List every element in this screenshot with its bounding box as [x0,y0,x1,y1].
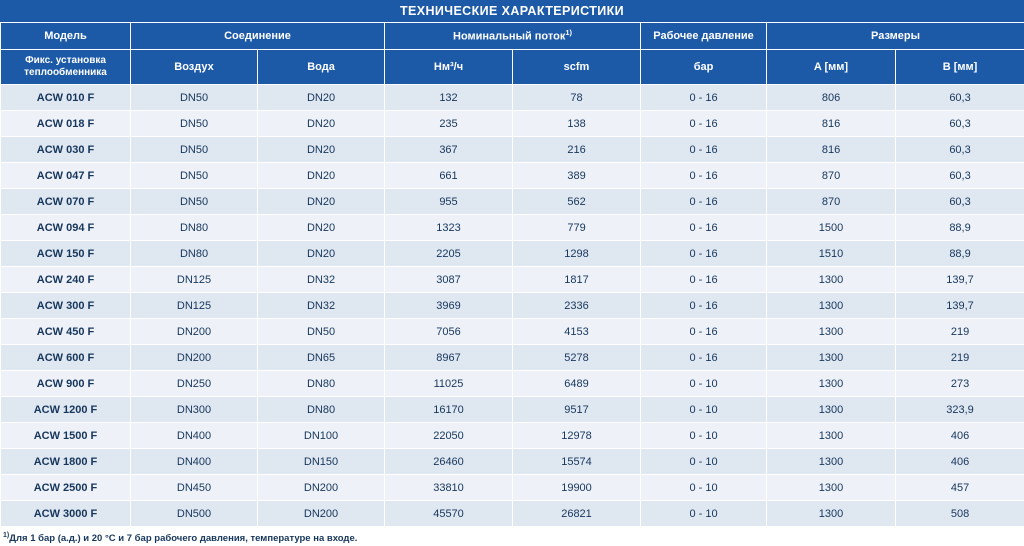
cell-flow-nm3h: 7056 [385,319,513,345]
cell-flow-scfm: 19900 [513,475,641,501]
cell-flow-nm3h: 16170 [385,397,513,423]
cell-working-pressure: 0 - 10 [641,423,767,449]
cell-dimension-a: 1300 [767,501,896,527]
cell-working-pressure: 0 - 10 [641,397,767,423]
cell-air-connection: DN80 [131,215,258,241]
cell-dimension-a: 1300 [767,319,896,345]
cell-water-connection: DN65 [258,345,385,371]
cell-water-connection: DN200 [258,475,385,501]
cell-flow-scfm: 12978 [513,423,641,449]
table-row [1,475,1024,501]
cell-working-pressure: 0 - 16 [641,85,767,111]
cell-air-connection: DN125 [131,293,258,319]
cell-model: ACW 1500 F [1,423,131,449]
cell-air-connection: DN200 [131,345,258,371]
cell-water-connection: DN20 [258,189,385,215]
cell-air-connection: DN50 [131,163,258,189]
cell-model: ACW 047 F [1,163,131,189]
cell-dimension-b: 60,3 [896,163,1024,189]
table-row [1,163,1024,189]
table-header [1,23,1024,85]
table-row [1,137,1024,163]
cell-air-connection: DN50 [131,137,258,163]
table-row [1,501,1024,527]
cell-dimension-a: 1300 [767,293,896,319]
cell-water-connection: DN20 [258,111,385,137]
cell-working-pressure: 0 - 16 [641,345,767,371]
footnote-marker-text: 1) [3,532,10,539]
specifications-table [0,22,1024,527]
cell-dimension-a: 1300 [767,423,896,449]
col-header-water: Вода [258,50,385,85]
cell-flow-nm3h: 26460 [385,449,513,475]
cell-flow-scfm: 5278 [513,345,641,371]
cell-dimension-b: 219 [896,345,1024,371]
cell-water-connection: DN20 [258,215,385,241]
cell-working-pressure: 0 - 16 [641,241,767,267]
cell-air-connection: DN400 [131,449,258,475]
group-header-row [1,23,1024,50]
cell-dimension-a: 816 [767,111,896,137]
table-row [1,397,1024,423]
cell-working-pressure: 0 - 16 [641,163,767,189]
cell-working-pressure: 0 - 16 [641,189,767,215]
cell-dimension-a: 1510 [767,241,896,267]
page-title [0,0,1024,22]
group-header-working-pressure: Рабочее давление [641,23,767,50]
cell-dimension-b: 60,3 [896,137,1024,163]
table-row [1,85,1024,111]
cell-model: ACW 018 F [1,111,131,137]
cell-flow-scfm: 15574 [513,449,641,475]
cell-flow-nm3h: 132 [385,85,513,111]
cell-model: ACW 094 F [1,215,131,241]
cell-flow-nm3h: 367 [385,137,513,163]
cell-dimension-a: 1300 [767,397,896,423]
cell-model: ACW 150 F [1,241,131,267]
page-title-text: ТЕХНИЧЕСКИЕ ХАРАКТЕРИСТИКИ [399,4,625,18]
cell-model: ACW 240 F [1,267,131,293]
cell-dimension-a: 806 [767,85,896,111]
cell-working-pressure: 0 - 16 [641,293,767,319]
cell-flow-nm3h: 235 [385,111,513,137]
cell-dimension-b: 88,9 [896,241,1024,267]
cell-air-connection: DN50 [131,111,258,137]
cell-model: ACW 3000 F [1,501,131,527]
cell-flow-nm3h: 955 [385,189,513,215]
cell-flow-scfm: 2336 [513,293,641,319]
col-header-dim-a: A [мм] [767,50,896,85]
cell-dimension-a: 1500 [767,215,896,241]
table-footnote [0,527,1024,544]
cell-flow-nm3h: 22050 [385,423,513,449]
col-header-model: Фикс. установка теплообменника [1,50,131,85]
cell-flow-scfm: 9517 [513,397,641,423]
cell-water-connection: DN20 [258,241,385,267]
cell-flow-nm3h: 33810 [385,475,513,501]
cell-model: ACW 300 F [1,293,131,319]
col-header-nm3h: Нм³/ч [385,50,513,85]
cell-flow-scfm: 1298 [513,241,641,267]
cell-dimension-b: 60,3 [896,189,1024,215]
table-row [1,319,1024,345]
cell-dimension-b: 323,9 [896,397,1024,423]
cell-dimension-b: 88,9 [896,215,1024,241]
table-row [1,241,1024,267]
cell-flow-scfm: 1817 [513,267,641,293]
cell-dimension-a: 870 [767,189,896,215]
cell-model: ACW 1800 F [1,449,131,475]
cell-dimension-b: 273 [896,371,1024,397]
col-header-bar: бар [641,50,767,85]
cell-working-pressure: 0 - 16 [641,267,767,293]
cell-water-connection: DN20 [258,85,385,111]
table-body [1,85,1024,527]
cell-flow-nm3h: 45570 [385,501,513,527]
cell-water-connection: DN20 [258,137,385,163]
group-header-dimensions: Размеры [767,23,1024,50]
cell-water-connection: DN50 [258,319,385,345]
table-row [1,111,1024,137]
cell-water-connection: DN80 [258,371,385,397]
cell-model: ACW 2500 F [1,475,131,501]
cell-model: ACW 450 F [1,319,131,345]
cell-dimension-b: 139,7 [896,293,1024,319]
table-row [1,293,1024,319]
cell-dimension-b: 508 [896,501,1024,527]
cell-flow-scfm: 6489 [513,371,641,397]
cell-water-connection: DN80 [258,397,385,423]
cell-flow-nm3h: 11025 [385,371,513,397]
cell-water-connection: DN150 [258,449,385,475]
cell-air-connection: DN500 [131,501,258,527]
cell-water-connection: DN20 [258,163,385,189]
cell-dimension-a: 1300 [767,371,896,397]
cell-water-connection: DN32 [258,293,385,319]
table-row [1,189,1024,215]
cell-water-connection: DN100 [258,423,385,449]
cell-working-pressure: 0 - 16 [641,137,767,163]
group-header-connection: Соединение [131,23,385,50]
cell-model: ACW 070 F [1,189,131,215]
col-header-air: Воздух [131,50,258,85]
table-row [1,449,1024,475]
cell-air-connection: DN250 [131,371,258,397]
cell-working-pressure: 0 - 16 [641,215,767,241]
table-row [1,215,1024,241]
cell-air-connection: DN125 [131,267,258,293]
cell-working-pressure: 0 - 10 [641,475,767,501]
cell-flow-scfm: 216 [513,137,641,163]
cell-air-connection: DN50 [131,85,258,111]
cell-dimension-a: 816 [767,137,896,163]
table-row [1,345,1024,371]
cell-flow-nm3h: 8967 [385,345,513,371]
cell-air-connection: DN300 [131,397,258,423]
cell-air-connection: DN450 [131,475,258,501]
group-header-nominal-flow: Номинальный поток$^{1)}$ [385,23,641,50]
cell-working-pressure: 0 - 16 [641,319,767,345]
cell-air-connection: DN200 [131,319,258,345]
cell-water-connection: DN32 [258,267,385,293]
cell-air-connection: DN400 [131,423,258,449]
cell-dimension-b: 406 [896,449,1024,475]
cell-air-connection: DN80 [131,241,258,267]
cell-dimension-a: 1300 [767,267,896,293]
cell-model: ACW 010 F [1,85,131,111]
cell-working-pressure: 0 - 16 [641,111,767,137]
cell-flow-nm3h: 661 [385,163,513,189]
cell-working-pressure: 0 - 10 [641,449,767,475]
cell-model: ACW 900 F [1,371,131,397]
cell-working-pressure: 0 - 10 [641,501,767,527]
cell-model: ACW 030 F [1,137,131,163]
cell-flow-scfm: 389 [513,163,641,189]
cell-flow-scfm: 4153 [513,319,641,345]
table-row [1,267,1024,293]
cell-flow-nm3h: 2205 [385,241,513,267]
cell-flow-scfm: 779 [513,215,641,241]
footnote-text: Для 1 бар (а.д.) и 20 °C и 7 бар рабочего давления, температуре на входе. [9,533,358,545]
cell-dimension-b: 139,7 [896,267,1024,293]
cell-flow-nm3h: 3087 [385,267,513,293]
cell-model: ACW 600 F [1,345,131,371]
cell-dimension-b: 406 [896,423,1024,449]
footnote-marker: 1) [565,27,573,37]
cell-flow-scfm: 562 [513,189,641,215]
cell-flow-scfm: 26821 [513,501,641,527]
group-header-model: Модель [1,23,131,50]
table-row [1,423,1024,449]
cell-air-connection: DN50 [131,189,258,215]
cell-working-pressure: 0 - 10 [641,371,767,397]
cell-water-connection: DN200 [258,501,385,527]
cell-dimension-a: 870 [767,163,896,189]
col-header-dim-b: B [мм] [896,50,1024,85]
cell-dimension-b: 60,3 [896,85,1024,111]
cell-flow-nm3h: 3969 [385,293,513,319]
cell-dimension-a: 1300 [767,475,896,501]
cell-model: ACW 1200 F [1,397,131,423]
cell-flow-scfm: 138 [513,111,641,137]
sub-header-row [1,50,1024,85]
cell-dimension-b: 60,3 [896,111,1024,137]
col-header-scfm: scfm [513,50,641,85]
cell-dimension-a: 1300 [767,449,896,475]
cell-flow-scfm: 78 [513,85,641,111]
cell-dimension-a: 1300 [767,345,896,371]
cell-dimension-b: 219 [896,319,1024,345]
cell-dimension-b: 457 [896,475,1024,501]
table-row [1,371,1024,397]
cell-flow-nm3h: 1323 [385,215,513,241]
